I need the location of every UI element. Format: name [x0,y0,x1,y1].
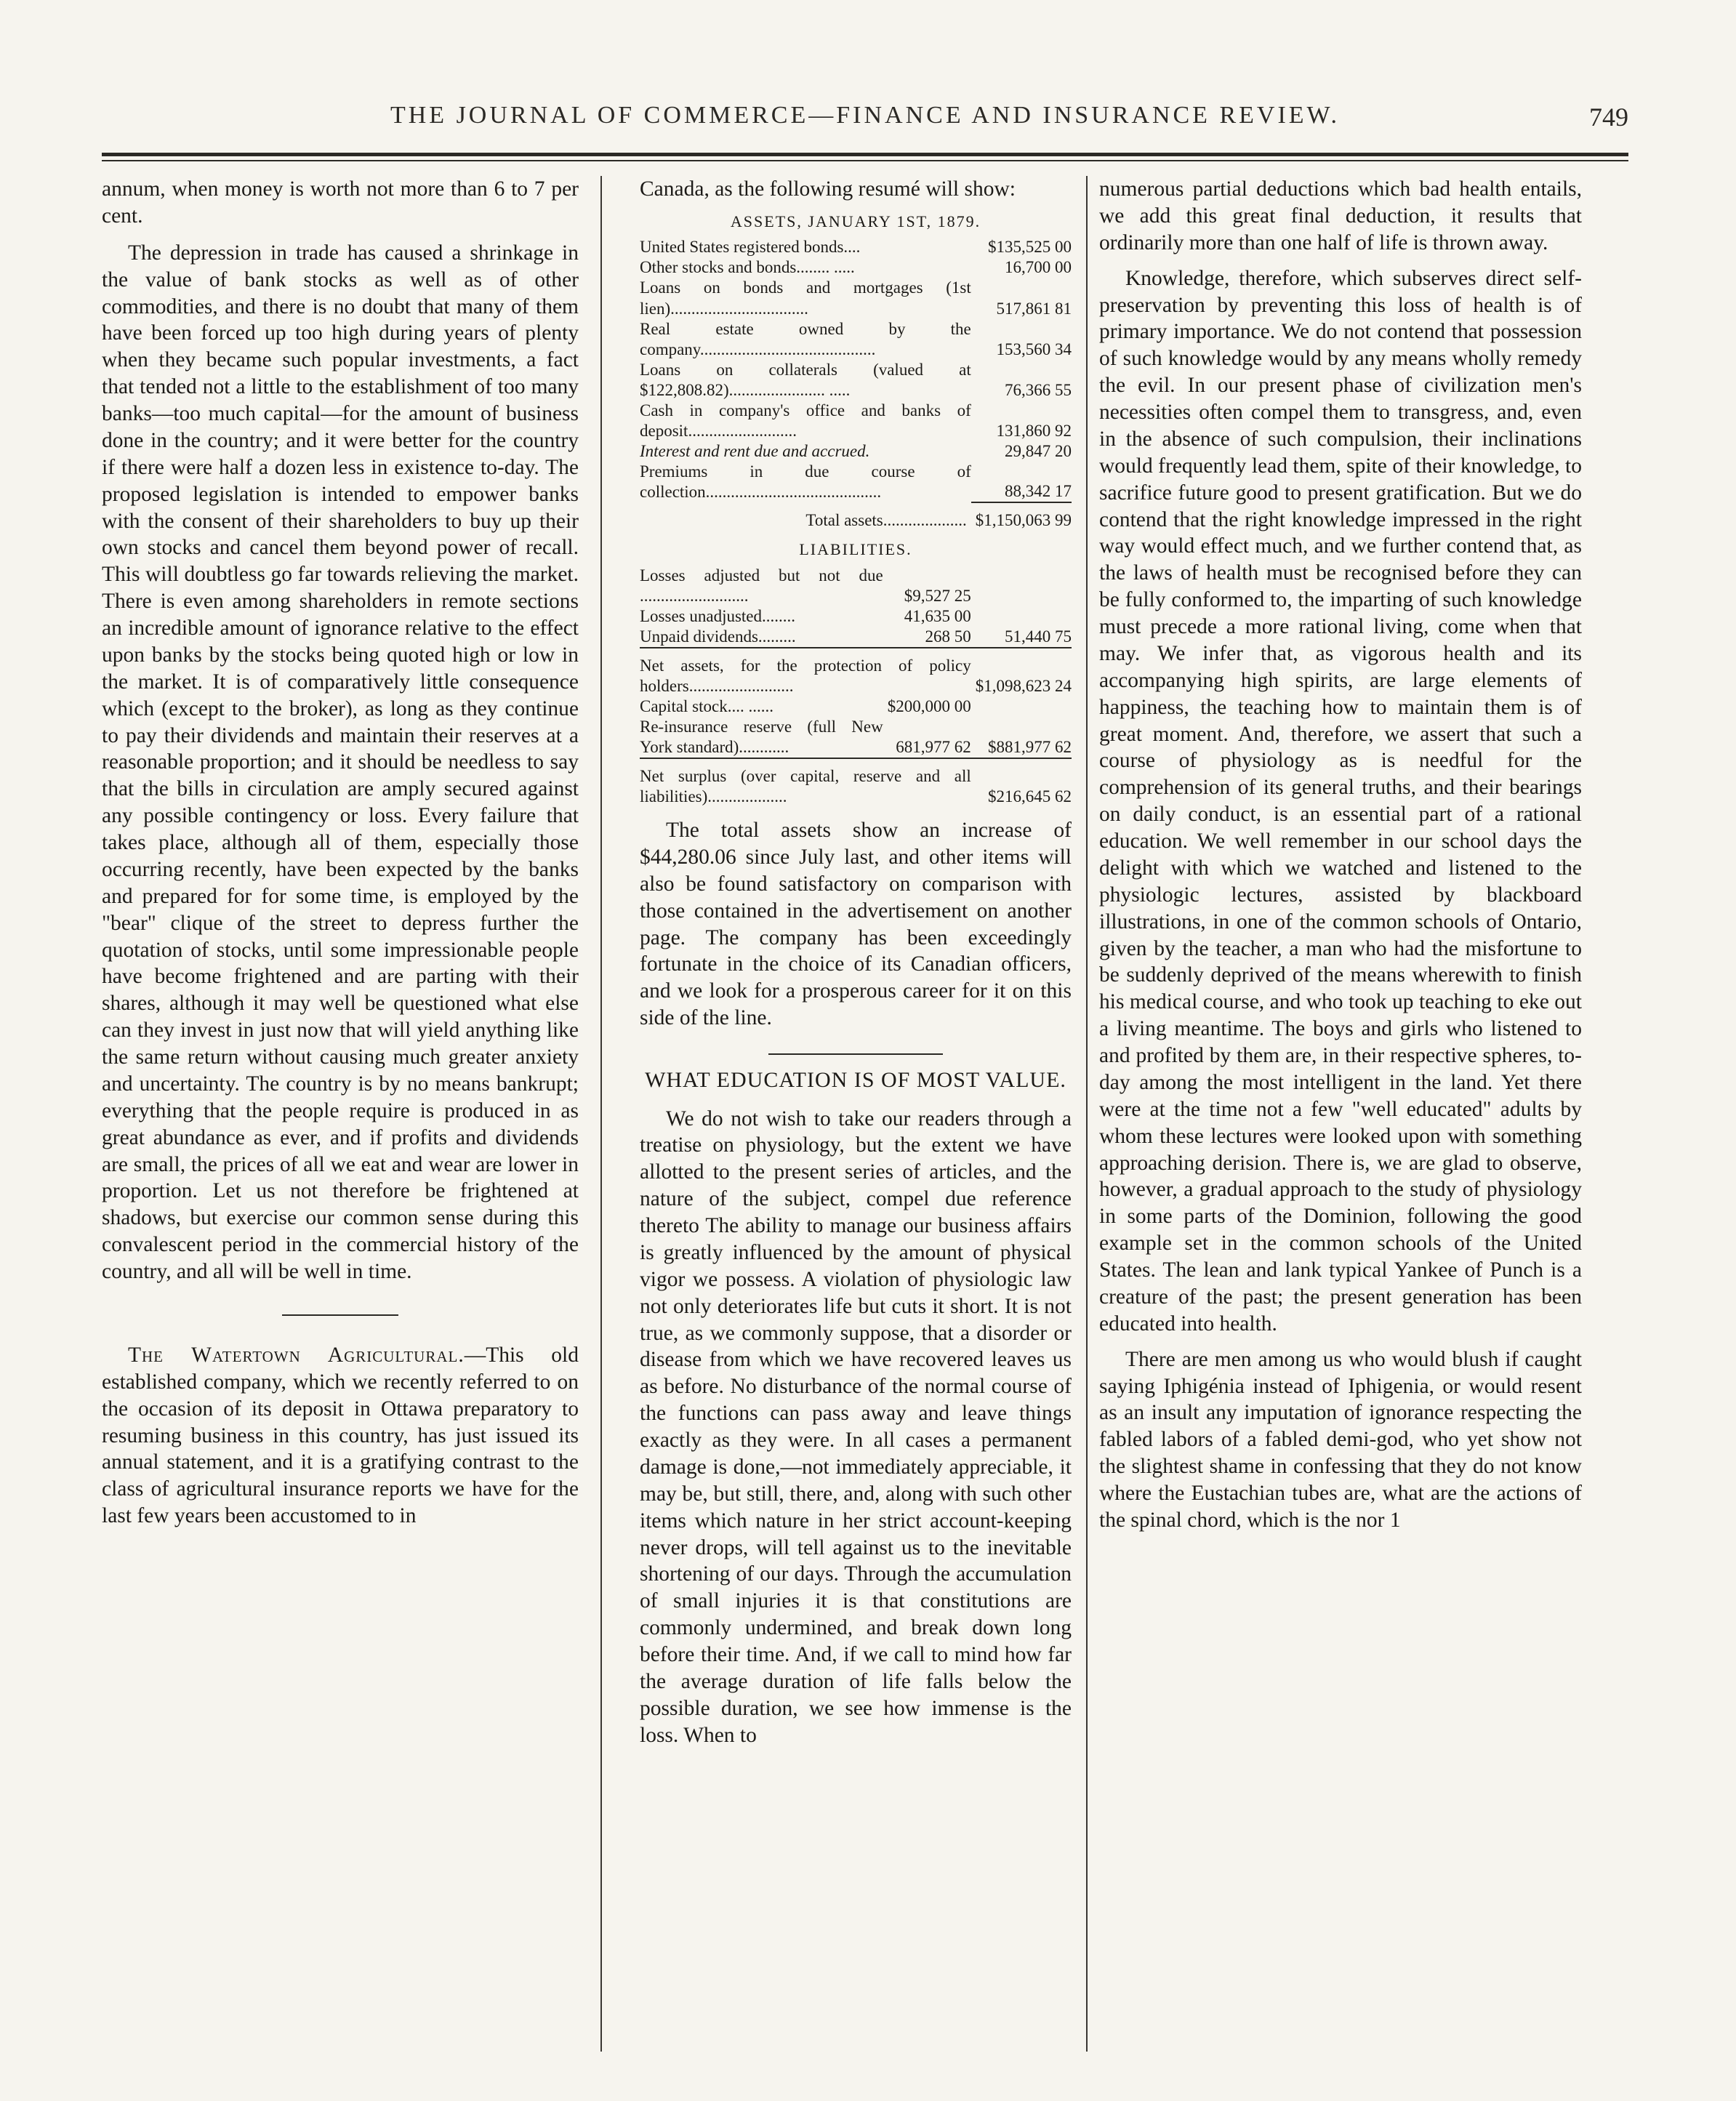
total-assets-amount: $1,150,063 99 [971,502,1072,531]
col1-paragraph-2: The depression in trade has caused a shrinkage in the value of bank stocks as well as of other commodities, and there is no doubt that many of them have been forced up too high during years of plenty when they became such popular investments, a fact that tended not a little to the establishment of too many banks—too much capital—for the amount of business done in the country; and it were better for the country if there were half a dozen less in existence to-day. The proposed legislation is intended to empower banks with the consent of their shareholders to buy up their own stocks and cancel them beyond power of recall. This will doubtless go far towards relieving the market. There is even among shareholders in remote sections an incredible amount of ignorance relative to the effect upon banks by the stocks being quoted high or low in the market. It is of comparatively little consequence which (except to the broker), as long as they continue to pay their dividends and maintain their reserves at a reasonable proportion; and it should be needless to say that the bills in circulation are amply secured against any possible contingency or loss. Every failure that takes place, although all of them, especially those occurring recently, have been expected by the banks and prepared for for some time, is employed by the "bear" clique of the street to depress further the quotation of stocks, until some impressionable people have become frightened and are parting with their shares, although it may well be questioned what else can they invest in just now that will yield anything like the same return without causing much greater anxiety and uncertainty. The country is by no means bankrupt; everything that the people require is produced in as great abundance as ever, and if profits and dividends are small, the prices of all we eat and wear are lower in proportion. Let us not therefore be frightened at shadows, but exercise our common sense during this convalescent period in the commercial history of the country, and all will be well in time. [102,241,579,1283]
liability-sub-amount: 268 50 [925,627,971,646]
col2-intro: Canada, as the following resumé will show: [640,177,1016,201]
page-number: 749 [1589,103,1628,132]
net-surplus-label: Net surplus (over capital, reserve and all liabilities)................... [640,758,971,807]
assets-caption: ASSETS, JANUARY 1ST, 1879. [730,212,981,230]
table-row [640,257,1072,278]
col3-paragraph-2: Knowledge, therefore, which subserves direct self-preservation by preventing this loss of health is of primary importance. We do not contend that possession of such knowledge would by any means wholly remedy the evil. In our present phase of civilization men's necessities often compel them to transgress, and, even in the absence of such compulsion, their inclinations would frequently lead them, spite of their knowledge, to sacrifice future good to present gratification. But we do contend that the right knowledge impressed in the right way would effect much, and we further contend that, as the laws of health must be recognised before they can be fully conformed to, the imparting of such knowledge must precede a more rational living, come when that may. We infer that, as vigorous health and its accompanying high spirits, are large elements of happiness, the teaching how to maintain them is of great moment. And, therefore, we assert that such a course of physiology as is needful for the comprehension of its general truths, and their bearings on daily conduct, is an essential part of a rational education. We well remember in our school days the delight with which we watched and listened to the physiologic lectures, assisted by blackboard illustrations, in one of the common schools of Ontario, given by the teacher, a man who had the misfortune to be suddenly deprived of the means wherewith to finish his medical course, and who took up teaching to eke out a living meantime. The boys and girls who listened to and profited by them are, in their respective spheres, to-day among the most intelligent in the land. Yet there were at the time not a few "well educated" adults by whom these lectures were looked upon with something approaching derision. There is, we are glad to observe, however, a gradual approach to the study of physiology in some parts of the Dominion, following the good example set in the common schools of the United States. The lean and lank typical Yankee of Punch is a creature of the past; the present generation has been educated into health. [1099,266,1582,1335]
col3-paragraph-1: numerous partial deductions which bad health entails, we add this great final deduction, it results that ordinarily more than one half of life is thrown away. [1099,177,1582,254]
table-row [640,237,1072,257]
liability-amount [971,566,1072,606]
total-assets-row [640,502,1072,531]
table-row [640,319,1072,360]
net-surplus-row [640,758,1072,807]
header-rule-thin [102,160,1628,161]
col2-paragraph-after-table: The total assets show an increase of $44,280.06 since July last, and other items will also be found satisfactory on comparison with those contained in the advertisement on another page. The company has been exceedingly fortunate in the choice of its Canadian officers, and we look for a prosperous career for it on this side of the line. [640,819,1072,1030]
column-divider-2 [1086,176,1088,2052]
net-assets-label: Net assets, for the protection of policy holders......................... [640,648,971,696]
col1-paragraph-1: annum, when money is worth not more than 6 to 7 per cent. [102,177,579,228]
table-row [640,566,1072,606]
article-title-watertown: The Watertown Agricultural. [128,1343,465,1367]
asset-amount: $135,525 00 [988,238,1072,257]
col1-paragraph-3 [102,1342,579,1530]
asset-label: Loans on bonds and mortgages (1st lien)................................. [640,278,971,318]
liability-sub-amount: 41,635 00 [904,606,971,625]
liability-sub-amount: $9,527 25 [904,586,971,605]
column-3 [1099,176,1582,2037]
reinsurance-label: Re-insurance reserve (full New York standard)............ [640,717,883,756]
page-footer-mark: 1 [1389,1508,1401,1532]
reinsurance-amount: $881,977 62 [988,737,1072,756]
column-divider-1 [600,176,602,2052]
table-row [640,462,1072,502]
table-row [640,627,1072,648]
net-assets-row [640,648,1072,696]
capital-row [640,696,1072,717]
asset-label: Premiums in due course of collection.......................................... [640,462,971,501]
liabilities-table [640,566,1072,808]
asset-amount: 131,860 92 [996,421,1072,440]
table-row [640,441,1072,462]
total-assets-label: Total assets.................... [805,510,967,529]
table-row [640,278,1072,318]
net-assets-amount: $1,098,623 24 [971,648,1072,696]
liability-label: Losses adjusted but not due .......................... [640,566,883,605]
asset-amount: 76,366 55 [1005,380,1072,399]
reinsurance-sub-amount: 681,977 62 [896,737,971,756]
running-title: THE JOURNAL OF COMMERCE—FINANCE AND INSURANCE REVIEW. [390,102,1341,129]
asset-label: Interest and rent due and accrued. [640,441,870,460]
table-row [640,360,1072,401]
asset-amount: 16,700 00 [1005,258,1072,277]
reinsurance-row [640,717,1072,758]
liability-amount: 51,440 75 [1005,627,1072,646]
col3-paragraph-3-text: There are men among us who would blush if caught saying Iphigénia instead of Iphigenia, or would resent as an insult any imputation of ignorance respecting the fabled labors of a fabled demi-god, who yet show not the slightest shame in confessing that they do not know where the Eustachian tubes are, what are the actions of the spinal chord, which is the nor [1099,1347,1582,1532]
asset-label: Real estate owned by the company.......................................... [640,319,971,358]
liability-label: Unpaid dividends......... [640,627,796,646]
asset-amount: 153,560 34 [996,340,1072,358]
col3-paragraph-3 [1099,1346,1582,1534]
asset-amount: 517,861 81 [996,299,1072,318]
asset-label: Loans on collaterals (valued at $122,808.82)....................... ..... [640,360,971,399]
capital-amount: $200,000 00 [887,696,971,715]
liabilities-caption: LIABILITIES. [799,540,912,559]
col2-paragraph-education: We do not wish to take our readers through a treatise on physiology, but the extent we have allotted to the present series of articles, and the nature of the subject, compel due reference thereto The ability to manage our business affairs is greatly influenced by the amount of physical vigor we possess. A violation of physiologic law not only deteriorates life but cuts it short. It is not true, as we commonly suppose, that a disorder or disease from which we have recovered leaves us as before. No disturbance of the normal course of the functions can pass away and leave things exactly as they were. In all cases a permanent damage is done,—not immediately appreciable, it may be, but still, there, and, along with such other items which nature in her strict account-keeping never drops, will tell against us to the inevitable shortening of our days. Through the accumulation of small injuries it is that constitutions are commonly undermined, and break down long before their time. And, if we call to mind how far the average duration of life falls below the possible duration, we see how immense is the loss. When to [640,1106,1072,1747]
column-separator [282,1314,398,1316]
header-rule-thick [102,153,1628,156]
asset-label: Other stocks and bonds........ ..... [640,258,855,277]
col1-paragraph-3-body: —This old established company, which we recently referred to on the occasion of its deposit in Ottawa preparatory to resuming business in this country, has just issued its annual statement, and it is a gratifying contrast to the class of agricultural insurance reports we have for the last few years been accustomed to in [102,1343,579,1528]
asset-amount: 29,847 20 [1005,441,1072,460]
page-header [102,102,1628,145]
capital-label: Capital stock.... ...... [640,696,773,715]
column-separator [768,1053,943,1055]
asset-label: Cash in company's office and banks of deposit.......................... [640,401,971,440]
liability-amount [971,606,1072,627]
table-row [640,401,1072,441]
asset-amount: 88,342 17 [1005,481,1072,500]
table-row [640,606,1072,627]
article-heading-education: WHAT EDUCATION IS OF MOST VALUE. [645,1068,1066,1093]
column-1 [102,176,579,2037]
liability-label: Losses unadjusted........ [640,606,796,625]
asset-label: United States registered bonds.... [640,238,861,257]
column-2 [640,176,1072,2037]
assets-table [640,237,1072,531]
net-surplus-amount: $216,645 62 [971,758,1072,807]
